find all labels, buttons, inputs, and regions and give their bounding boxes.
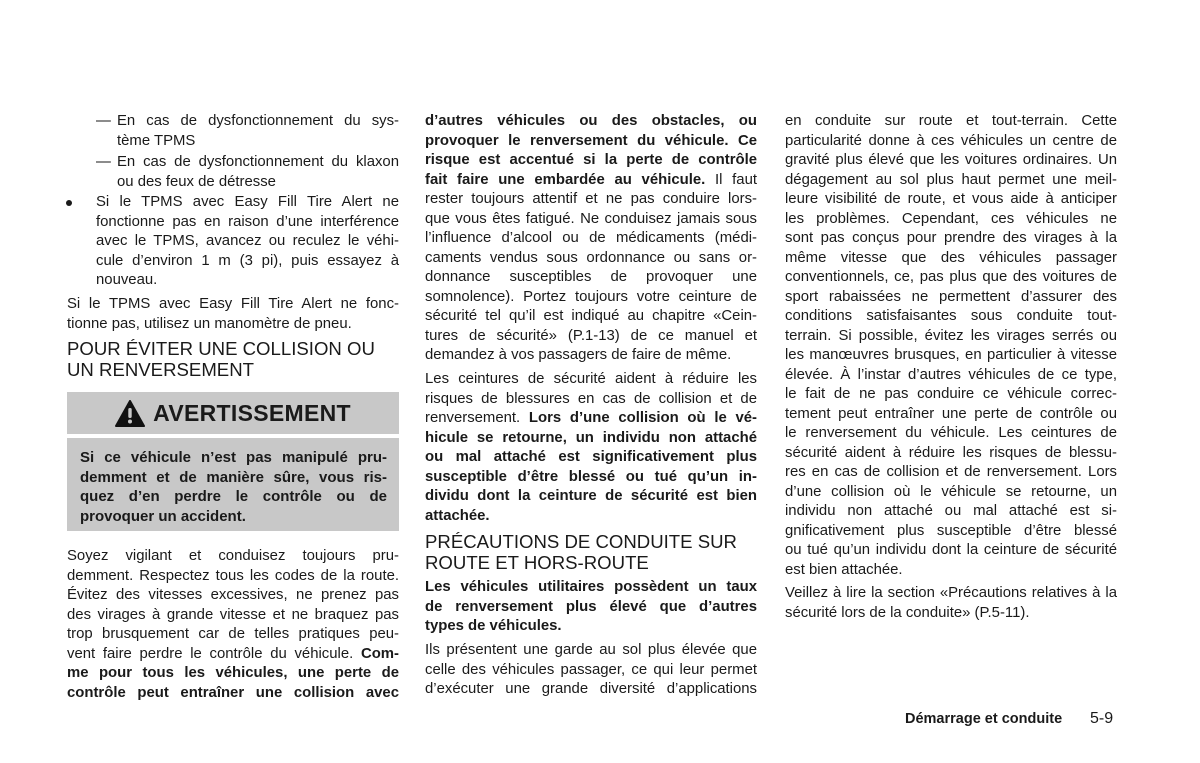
text-line: types de véhicules. — [425, 618, 562, 634]
text-line: dividu dont la ceinture de sécurité est bien — [425, 488, 757, 504]
warning-header — [67, 392, 399, 434]
text-line: Si ce véhicule n’est pas manipulé pru- — [80, 449, 387, 466]
text-line: demment et de manière sûre, vous ris- — [80, 468, 387, 486]
text-line: dégagement au sol plus haut permet une meil- — [785, 171, 1117, 188]
warning-title: AVERTISSEMENT — [153, 399, 351, 426]
text-line: En cas de dysfonctionnement du klaxon — [117, 154, 399, 170]
text-line: individu non attaché ou mal attaché est si- — [785, 503, 1117, 519]
text-line: Si le TPMS avec Easy Fill Tire Alert ne fonc- — [67, 296, 399, 312]
text-line: les problèmes. Cependant, ces véhicules ne — [785, 210, 1117, 227]
paragraph-seatbelt-benefits — [425, 370, 757, 526]
dash-item-horn-malfunction — [117, 153, 399, 192]
text-line: gravité plus élevé que les voitures ordinaires. Un — [785, 152, 1117, 168]
bold-text: Com- — [360, 645, 399, 662]
text-line: demandez à vos passagers de faire de même. — [425, 347, 732, 363]
text-line: res en cas de collision et de renversement. Lors — [785, 464, 1117, 480]
text-line: est bien attachée. — [785, 561, 903, 578]
text-line: caments vendus sous ordonnance ou sans or- — [425, 249, 757, 266]
text-line: nouveau. — [96, 272, 158, 288]
text-line: me pour tous les véhicules, une perte de — [67, 665, 399, 681]
paragraph-rollover-rate — [425, 578, 757, 637]
text-line — [425, 409, 757, 429]
text-line: UN RENVERSEMENT — [67, 359, 254, 380]
text-line: demment. Respectez tous les codes de la route. — [67, 567, 399, 584]
text-line: en conduite sur route et tout-terrain. Cette — [785, 113, 1117, 129]
text-line: quez d’en perdre le contrôle ou de — [80, 488, 387, 505]
dash-marker: — — [96, 154, 111, 170]
text-line: ou des feux de détresse — [117, 173, 276, 190]
text-line: particularité donne à ces véhicules un centre de — [785, 132, 1117, 149]
text-line: tionne pas, utilisez un manomètre de pneu. — [67, 315, 352, 332]
text-line: avec le TPMS, avancez ou reculez le véhi- — [96, 233, 399, 249]
text-line: tement peut entraîner une perte de contrôle ou — [785, 405, 1117, 422]
text-line: leure visibilité de route, et vous aide à anticiper — [785, 191, 1117, 207]
text-line: PRÉCAUTIONS DE CONDUITE SUR — [425, 531, 737, 552]
text-line: sécurité aident à réduire les risques de blessu- — [785, 444, 1117, 461]
text-line: le renversement du véhicule. Les ceintures de — [785, 425, 1117, 441]
text-line: que vous êtes fatigué. Ne conduisez jamais sous — [425, 210, 757, 227]
text-line: contrôle peut entraîner une collision avec — [67, 684, 399, 701]
text-line: des virages à grande vitesse et ne braquez pas — [67, 606, 399, 623]
text-line: d’exécuter une grande diversité d’applications — [425, 681, 757, 697]
text-line: de renversement plus élevé que d’autres — [425, 598, 757, 615]
text-segment: renversement. — [425, 410, 529, 426]
text-line: ROUTE ET HORS-ROUTE — [425, 552, 649, 573]
page-number: 5-9 — [1090, 710, 1114, 727]
text-line: sécurité lors de la conduite» (P.5-11). — [785, 604, 1030, 621]
text-line: d’autres véhicules ou des obstacles, ou — [425, 113, 757, 129]
text-line: fonctionne pas en raison d’une interférence — [96, 213, 399, 230]
bullet-icon — [66, 200, 72, 206]
text-line: ou mal attaché est significativement plus — [425, 449, 757, 465]
paragraph-see-section — [785, 584, 1117, 623]
text-line: Ils présentent une garde au sol plus élevée que — [425, 642, 757, 658]
text-line: Soyez vigilant et conduisez toujours pru- — [67, 548, 399, 564]
warning-body — [67, 438, 399, 531]
text-line: tème TPMS — [117, 132, 196, 149]
text-line: hicule se retourne, un individu non attaché — [425, 429, 757, 446]
text-line: Les ceintures de sécurité aident à réduire les — [425, 371, 757, 387]
text-line: l’influence d’alcool ou de médicaments (médi- — [425, 230, 757, 246]
text-line: d’une collision où le véhicule se retourne, un — [785, 483, 1117, 500]
section-heading-collision — [67, 338, 399, 380]
text-line: En cas de dysfonctionnement du sys- — [117, 113, 399, 129]
text-line: même vitesse que des véhicules passager — [785, 249, 1117, 266]
text-line: le fait de ne pas conduire ce véhicule correc- — [785, 386, 1117, 402]
text-line: risque est accentué si la perte de contrôle — [425, 152, 757, 168]
paragraph-drive-carefully — [67, 547, 399, 703]
bold-text: Lors d’une collision où le vé- — [528, 410, 757, 426]
text-line: risques de blessures en cas de collision et de — [425, 390, 757, 407]
text-line: susceptible d’être blessé ou tué qu’un in- — [425, 468, 757, 485]
text-line: provoquer un accident. — [80, 507, 246, 525]
text-line: celle des véhicules passager, ce qui leur permet — [425, 661, 757, 678]
text-segment: vent faire perdre le contrôle du véhicule. — [67, 645, 361, 662]
text-segment: Il faut — [705, 171, 757, 188]
text-line: attachée. — [425, 507, 490, 524]
paragraph-center-of-gravity — [785, 112, 1117, 580]
text-line: les manœuvres brusques, en particulier à vitesse — [785, 347, 1117, 363]
warning-triangle-icon — [115, 400, 145, 427]
dash-marker: — — [96, 113, 111, 129]
text-line: Si le TPMS avec Easy Fill Tire Alert ne — [96, 194, 399, 210]
text-line: gnificativement plus susceptible d’être blessé — [785, 522, 1117, 539]
text-line: terrain. Si possible, évitez les virages serrés ou — [785, 327, 1117, 344]
text-line — [425, 171, 757, 191]
text-line: provoquer le renversement du véhicule. Ce — [425, 132, 757, 149]
text-line: sécurité tel qu’il est indiqué au chapitre «Cein- — [425, 308, 757, 324]
bullet-item-interference — [96, 193, 399, 291]
text-line: ou tué qu’un individu dont la ceinture de sécurité — [785, 542, 1117, 558]
section-heading-onroad-offroad — [425, 531, 757, 573]
text-line: trop brusquement car de telles pratiques peu- — [67, 626, 399, 642]
text-line: cule d’environ 1 m (3 pi), puis essayez à — [96, 252, 399, 269]
text-line: Veillez à lire la section «Précautions relatives à la — [785, 585, 1117, 601]
text-line: rester toujours attentif et ne pas conduire lors- — [425, 191, 757, 207]
text-line — [67, 645, 399, 665]
text-line: conditions satisfaisantes sous conduite tout- — [785, 308, 1117, 324]
bold-text: fait faire une embardée au véhicule. — [425, 171, 706, 188]
text-line: donnance susceptibles de provoquer une — [425, 269, 757, 285]
text-line: élevée. À l’instar d’autres véhicules de ce type, — [785, 366, 1117, 383]
text-line: Les véhicules utilitaires possèdent un taux — [425, 579, 757, 595]
text-line: POUR ÉVITER UNE COLLISION OU — [67, 338, 375, 359]
footer-section-title: Démarrage et conduite — [905, 711, 1063, 727]
paragraph-seatbelt-advice — [425, 112, 757, 366]
paragraph-ground-clearance — [425, 641, 757, 700]
text-line: Évitez des vitesses excessives, ne prenez pas — [67, 587, 399, 603]
text-line: conventionnels, ce, pas plus que des voitures de — [785, 269, 1117, 285]
text-line: sont pas conçus pour prendre des virages à la — [785, 230, 1117, 246]
text-line: sport rabaissées ne permettent d’assurer des — [785, 288, 1117, 305]
paragraph-tpms-gauge — [67, 295, 399, 334]
dash-item-tpms-malfunction — [117, 112, 399, 151]
text-line: somnolence). Portez toujours votre ceinture de — [425, 288, 757, 305]
text-line: tures de sécurité» (P.1-13) de ce manuel et — [425, 327, 757, 344]
warning-text — [80, 448, 387, 526]
